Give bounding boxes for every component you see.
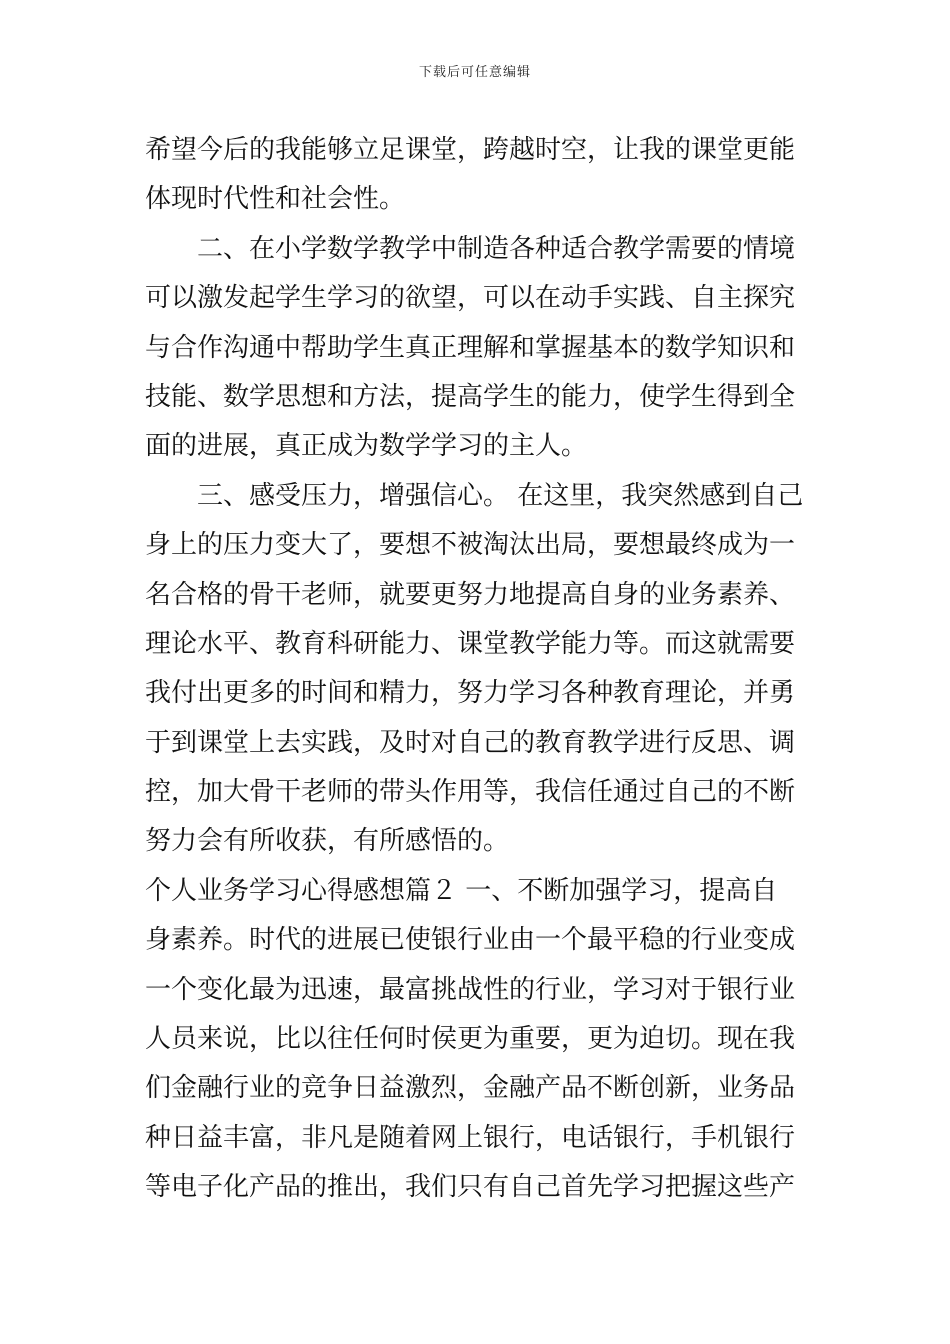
text-line: 希望今后的我能够立足课堂，跨越时空，让我的课堂更能 (145, 135, 796, 165)
text-line: 努力会有所收获，有所感悟的。 (145, 826, 510, 857)
text-line: 二、在小学数学教学中制造各种适合教学需要的情境 (197, 233, 796, 264)
text-line: 等电子化产品的推出，我们只有自己首先学习把握这些产 (145, 1172, 796, 1203)
text-line: 技能、数学思想和方法，提高学生的能力，使学生得到全 (145, 381, 796, 412)
text-line: 体现时代性和社会性。 (145, 184, 406, 215)
text-line: 于到课堂上去实践，及时对自己的教育教学进行反思、调 (145, 727, 796, 758)
text-line: 身上的压力变大了，要想不被淘汰出局，要想最终成为一 (145, 530, 796, 561)
text-line: 人员来说，比以往任何时侯更为重要，更为迫切。现在我 (145, 1024, 796, 1055)
section-heading-line: 个人业务学习心得感想篇２ 一、不断加强学习，提高自 (145, 875, 778, 906)
text-line: 身素养。时代的进展已使银行业由一个最平稳的行业变成 (145, 925, 796, 956)
text-line: 名合格的骨干老师，就要更努力地提高自身的业务素养、 (145, 579, 796, 610)
page-header: 下载后可任意编辑 (418, 65, 531, 80)
text-line: 三、感受压力，增强信心。 在这里，我突然感到自己 (197, 480, 804, 511)
text-line: 理论水平、教育科研能力、课堂教学能力等。而这就需要 (145, 628, 796, 659)
text-line: 与合作沟通中帮助学生真正理解和掌握基本的数学知识和 (145, 332, 796, 363)
document-body (145, 126, 810, 1213)
text-line: 一个变化最为迅速，最富挑战性的行业，学习对于银行业 (145, 974, 796, 1005)
text-line: 种日益丰富，非凡是随着网上银行，电话银行，手机银行 (145, 1122, 796, 1153)
text-line: 们金融行业的竞争日益激烈，金融产品不断创新，业务品 (145, 1073, 796, 1104)
text-line: 面的进展，真正成为数学学习的主人。 (145, 431, 588, 462)
text-line: 我付出更多的时间和精力，努力学习各种教育理论，并勇 (145, 678, 796, 709)
text-line: 可以激发起学生学习的欲望，可以在动手实践、自主探究 (145, 283, 796, 314)
text-line: 控，加大骨干老师的带头作用等，我信任通过自己的不断 (145, 777, 796, 808)
